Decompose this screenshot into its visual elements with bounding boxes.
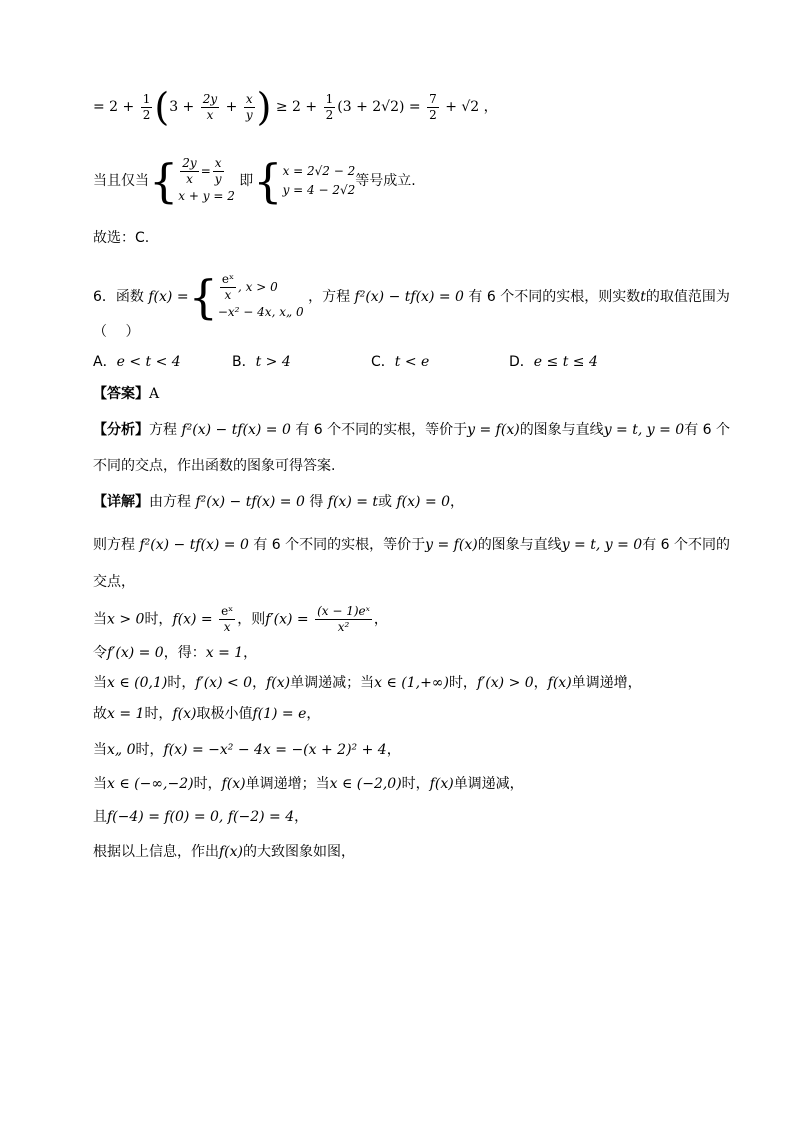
detail-line-1: 【详解】由方程 f²(x) − tf(x) = 0 得 f(x) = t或 f(x) = 0， — [93, 494, 465, 510]
option-c[interactable]: C．t < e — [371, 354, 430, 370]
options-row — [93, 352, 713, 372]
analysis-line-1: 【分析】方程 f²(x) − tf(x) = 0 有 6 个不同的实根，等价于y = f(x)的图象与直线y = t, y = 0有 6 个 — [93, 422, 731, 438]
fraction-x-y: $\frac{x}{y}$ — [245, 91, 253, 122]
option-b[interactable]: B．t > 4 — [232, 354, 291, 370]
inequality-line: = 2 + $\frac{1}{2}$ (3 + $\frac{2y}{x}$ + $\frac{x}{y}$ ) ≥ 2 + $\frac{1}{2}$ (3 + 2√2) = $\frac{7}{2}$ + √2 ， — [93, 85, 498, 129]
fraction-half: $\frac{1}{2}$ — [142, 91, 151, 122]
detail-line-8: 当x„ 0时，f(x) = −x² − 4x = −(x + 2)² + 4， — [93, 742, 401, 758]
detail-line-10: 且f(−4) = f(0) = 0, f(−2) = 4， — [93, 809, 309, 825]
answer-c-line: 故选：C. — [93, 230, 150, 246]
question-paren: （ ） — [93, 324, 140, 340]
detail-line-11: 根据以上信息，作出f(x)的大致图象如图， — [93, 844, 356, 860]
option-a[interactable]: A．e < t < 4 — [93, 354, 181, 370]
answer-tag: 【答案】 — [93, 386, 149, 402]
answer-line: 【答案】A — [93, 386, 160, 402]
paren-open: ( — [154, 85, 170, 129]
left-brace-2: { — [253, 154, 283, 208]
detail-line-4: 当x > 0时，f(x) = $\frac{\text{eˣ}}{x}$ ，则f′(x) = $\frac{\text{(x − 1)eˣ}}{\text{x²}}$ ， — [93, 604, 388, 634]
analysis-line-2: 不同的交点，作出函数的图象可得答案. — [93, 458, 336, 474]
detail-line-9: 当x ∈ (−∞,−2)时，f(x)单调递增；当x ∈ (−2,0)时，f(x)单调递减， — [93, 776, 524, 792]
detail-line-3: 交点， — [93, 574, 135, 590]
fraction-half-2: $\frac{1}{2}$ — [325, 91, 334, 122]
question-6: 6．函数 f(x) ={ $\frac{\text{eˣ}}{x}$ , x > 0 −x² − 4x, x„ 0 ，方程 f²(x) − tf(x) = 0 有 6 个不同的实根，则实数t的取值范围为 — [93, 270, 730, 324]
equality-condition-line: 当且仅当{ $\frac{2y}{x}$ = $\frac{x}{y}$ x + y = 2 即{ x = 2√2 − 2 y = 4 − 2√2 等号成立. — [93, 154, 416, 208]
left-brace: { — [149, 154, 179, 208]
detail-line-2: 则方程 f²(x) − tf(x) = 0 有 6 个不同的实根，等价于y = f(x)的图象与直线y = t, y = 0有 6 个不同的 — [93, 537, 731, 553]
piecewise-brace: { — [188, 270, 218, 324]
option-d[interactable]: D．e ≤ t ≤ 4 — [509, 354, 598, 370]
result-system: x = 2√2 − 2 y = 4 − 2√2 — [282, 164, 356, 197]
eq-start: = 2 + — [93, 99, 135, 115]
detail-line-6: 当x ∈ (0,1)时，f′(x) < 0，f(x)单调递减；当x ∈ (1,+∞)时，f′(x) > 0，f(x)单调递增， — [93, 675, 642, 691]
fraction-2y-x: $\frac{2y}{x}$ — [202, 91, 218, 122]
paren-close: ) — [256, 85, 272, 129]
condition-system: $\frac{2y}{x}$ = $\frac{x}{y}$ x + y = 2 — [178, 156, 235, 203]
piecewise-function: $\frac{\text{eˣ}}{x}$ , x > 0 −x² − 4x, x„ 0 — [217, 272, 304, 319]
detail-line-5: 令f′(x) = 0，得：x = 1， — [93, 645, 258, 661]
detail-line-7: 故x = 1时，f(x)取极小值f(1) = e， — [93, 706, 321, 722]
fraction-seven-half: $\frac{7}{2}$ — [429, 91, 437, 122]
